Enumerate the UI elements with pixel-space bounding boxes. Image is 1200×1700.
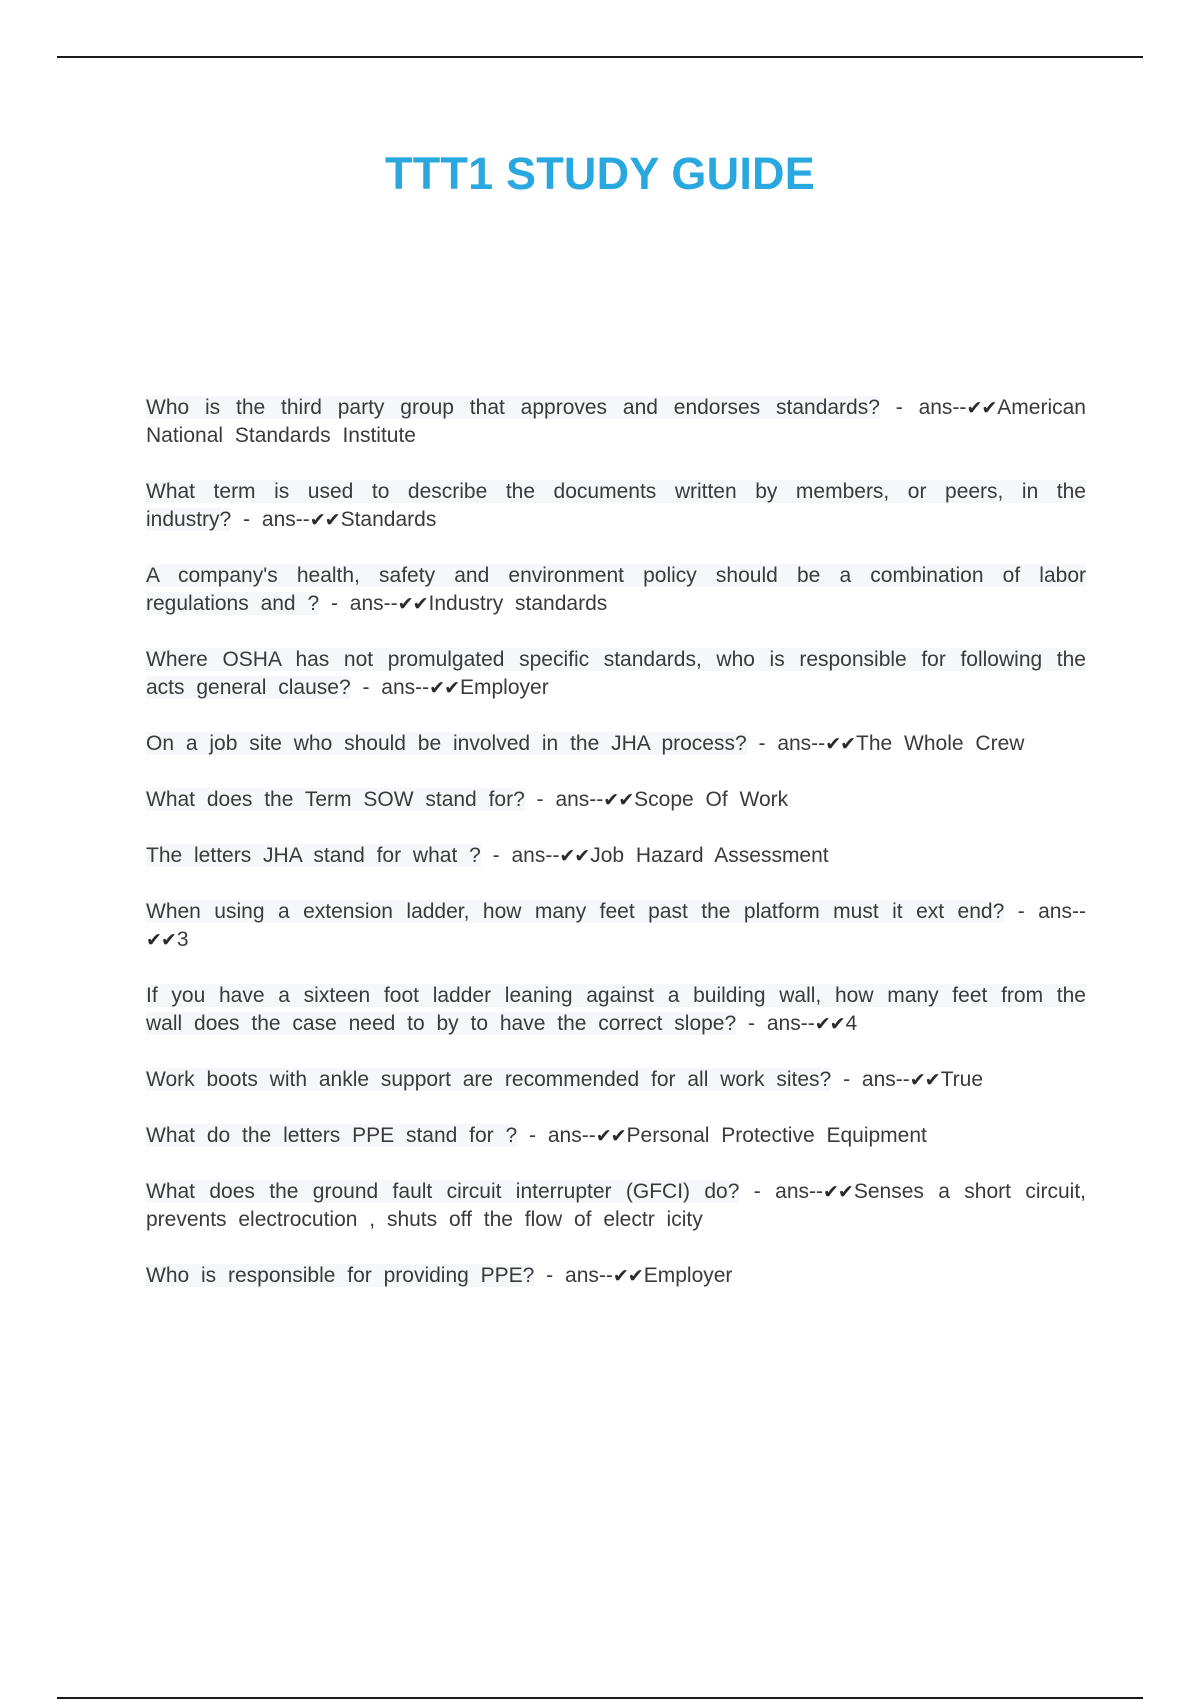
answer-prefix: ans-- — [1038, 900, 1086, 923]
separator: - — [231, 508, 262, 531]
page-title: TTT1 STUDY GUIDE — [385, 148, 815, 199]
separator: - — [1004, 900, 1039, 923]
qa-item — [146, 898, 1086, 954]
answer-prefix: ans-- — [381, 676, 430, 699]
double-checkmark-icon: ✔✔ — [309, 509, 340, 531]
answer-text: True — [940, 1068, 984, 1091]
qa-item — [146, 1178, 1086, 1234]
double-checkmark-icon: ✔✔ — [612, 1265, 643, 1287]
top-divider — [57, 56, 1143, 58]
separator: - — [517, 1124, 548, 1147]
double-checkmark-icon: ✔✔ — [814, 1013, 845, 1035]
separator: - — [534, 1264, 566, 1287]
answer-prefix: ans-- — [261, 508, 310, 531]
separator: - — [831, 1068, 862, 1091]
answer-prefix: ans-- — [918, 396, 967, 419]
separator: - — [524, 788, 556, 811]
question-text: Work boots with ankle support are recommended for all work sites? — [146, 1068, 832, 1091]
answer-text: Senses a short circuit, prevents electrocution , shuts off the flow of electr icity — [146, 1180, 1086, 1231]
answer-prefix: ans-- — [565, 1264, 613, 1287]
question-text: If you have a sixteen foot ladder leaning against a building wall, how many feet from the wall does the case need to by to have the correct slope? — [146, 984, 1086, 1035]
qa-item — [146, 730, 1086, 758]
double-checkmark-icon: ✔✔ — [823, 1181, 853, 1203]
qa-item — [146, 786, 1086, 814]
answer-text: Scope Of Work — [634, 788, 789, 811]
question-text: What term is used to describe the documents written by members, or peers, in the industry? — [146, 480, 1086, 531]
bottom-divider — [57, 1697, 1143, 1699]
answer-text: 3 — [176, 928, 189, 951]
separator: - — [350, 676, 382, 699]
answer-text: Industry standards — [428, 592, 608, 615]
question-text: On a job site who should be involved in the JHA process? — [146, 732, 747, 755]
qa-item — [146, 394, 1086, 450]
answer-text: Personal Protective Equipment — [626, 1124, 927, 1147]
double-checkmark-icon: ✔✔ — [595, 1125, 626, 1147]
double-checkmark-icon: ✔✔ — [909, 1069, 940, 1091]
answer-text: Standards — [340, 508, 437, 531]
double-checkmark-icon: ✔✔ — [603, 789, 634, 811]
double-checkmark-icon: ✔✔ — [397, 593, 428, 615]
qa-item — [146, 982, 1086, 1038]
question-text: Where OSHA has not promulgated specific standards, who is responsible for following the acts general clause? — [146, 648, 1086, 699]
qa-item — [146, 1262, 1086, 1290]
qa-list — [146, 394, 1086, 1318]
qa-item — [146, 1122, 1086, 1150]
separator: - — [746, 732, 778, 755]
answer-prefix: ans-- — [555, 788, 604, 811]
question-text: Who is the third party group that approves and endorses standards? — [146, 396, 880, 419]
answer-prefix: ans-- — [511, 844, 560, 867]
answer-prefix: ans-- — [547, 1124, 596, 1147]
answer-prefix: ans-- — [777, 732, 826, 755]
separator: - — [736, 1012, 767, 1035]
double-checkmark-icon: ✔✔ — [825, 733, 856, 755]
question-text: What do the letters PPE stand for ? — [146, 1124, 518, 1147]
answer-text: American National Standards Institute — [146, 396, 1086, 447]
separator: - — [480, 844, 512, 867]
qa-item — [146, 842, 1086, 870]
answer-text: Employer — [643, 1264, 733, 1287]
question-text: What does the ground fault circuit interrupter (GFCI) do? — [146, 1180, 740, 1203]
question-text: A company's health, safety and environment policy should be a combination of labor regulations and ? — [146, 564, 1086, 615]
separator: - — [739, 1180, 776, 1203]
qa-item — [146, 562, 1086, 618]
question-text: What does the Term SOW stand for? — [146, 788, 525, 811]
question-text: Who is responsible for providing PPE? — [146, 1264, 535, 1287]
answer-prefix: ans-- — [349, 592, 398, 615]
double-checkmark-icon: ✔✔ — [429, 677, 459, 699]
qa-item — [146, 478, 1086, 534]
question-text: When using a extension ladder, how many feet past the platform must it ext end? — [146, 900, 1005, 923]
separator: - — [319, 592, 350, 615]
double-checkmark-icon: ✔✔ — [146, 929, 176, 951]
answer-prefix: ans-- — [861, 1068, 910, 1091]
separator: - — [879, 396, 919, 419]
answer-prefix: ans-- — [775, 1180, 823, 1203]
double-checkmark-icon: ✔✔ — [559, 845, 590, 867]
answer-text: Employer — [460, 676, 549, 699]
qa-item — [146, 1066, 1086, 1094]
answer-text: 4 — [845, 1012, 858, 1035]
answer-prefix: ans-- — [766, 1012, 815, 1035]
qa-item — [146, 646, 1086, 702]
answer-text: The Whole Crew — [856, 732, 1025, 755]
question-text: The letters JHA stand for what ? — [146, 844, 481, 867]
answer-text: Job Hazard Assessment — [590, 844, 829, 867]
double-checkmark-icon: ✔✔ — [966, 397, 997, 419]
